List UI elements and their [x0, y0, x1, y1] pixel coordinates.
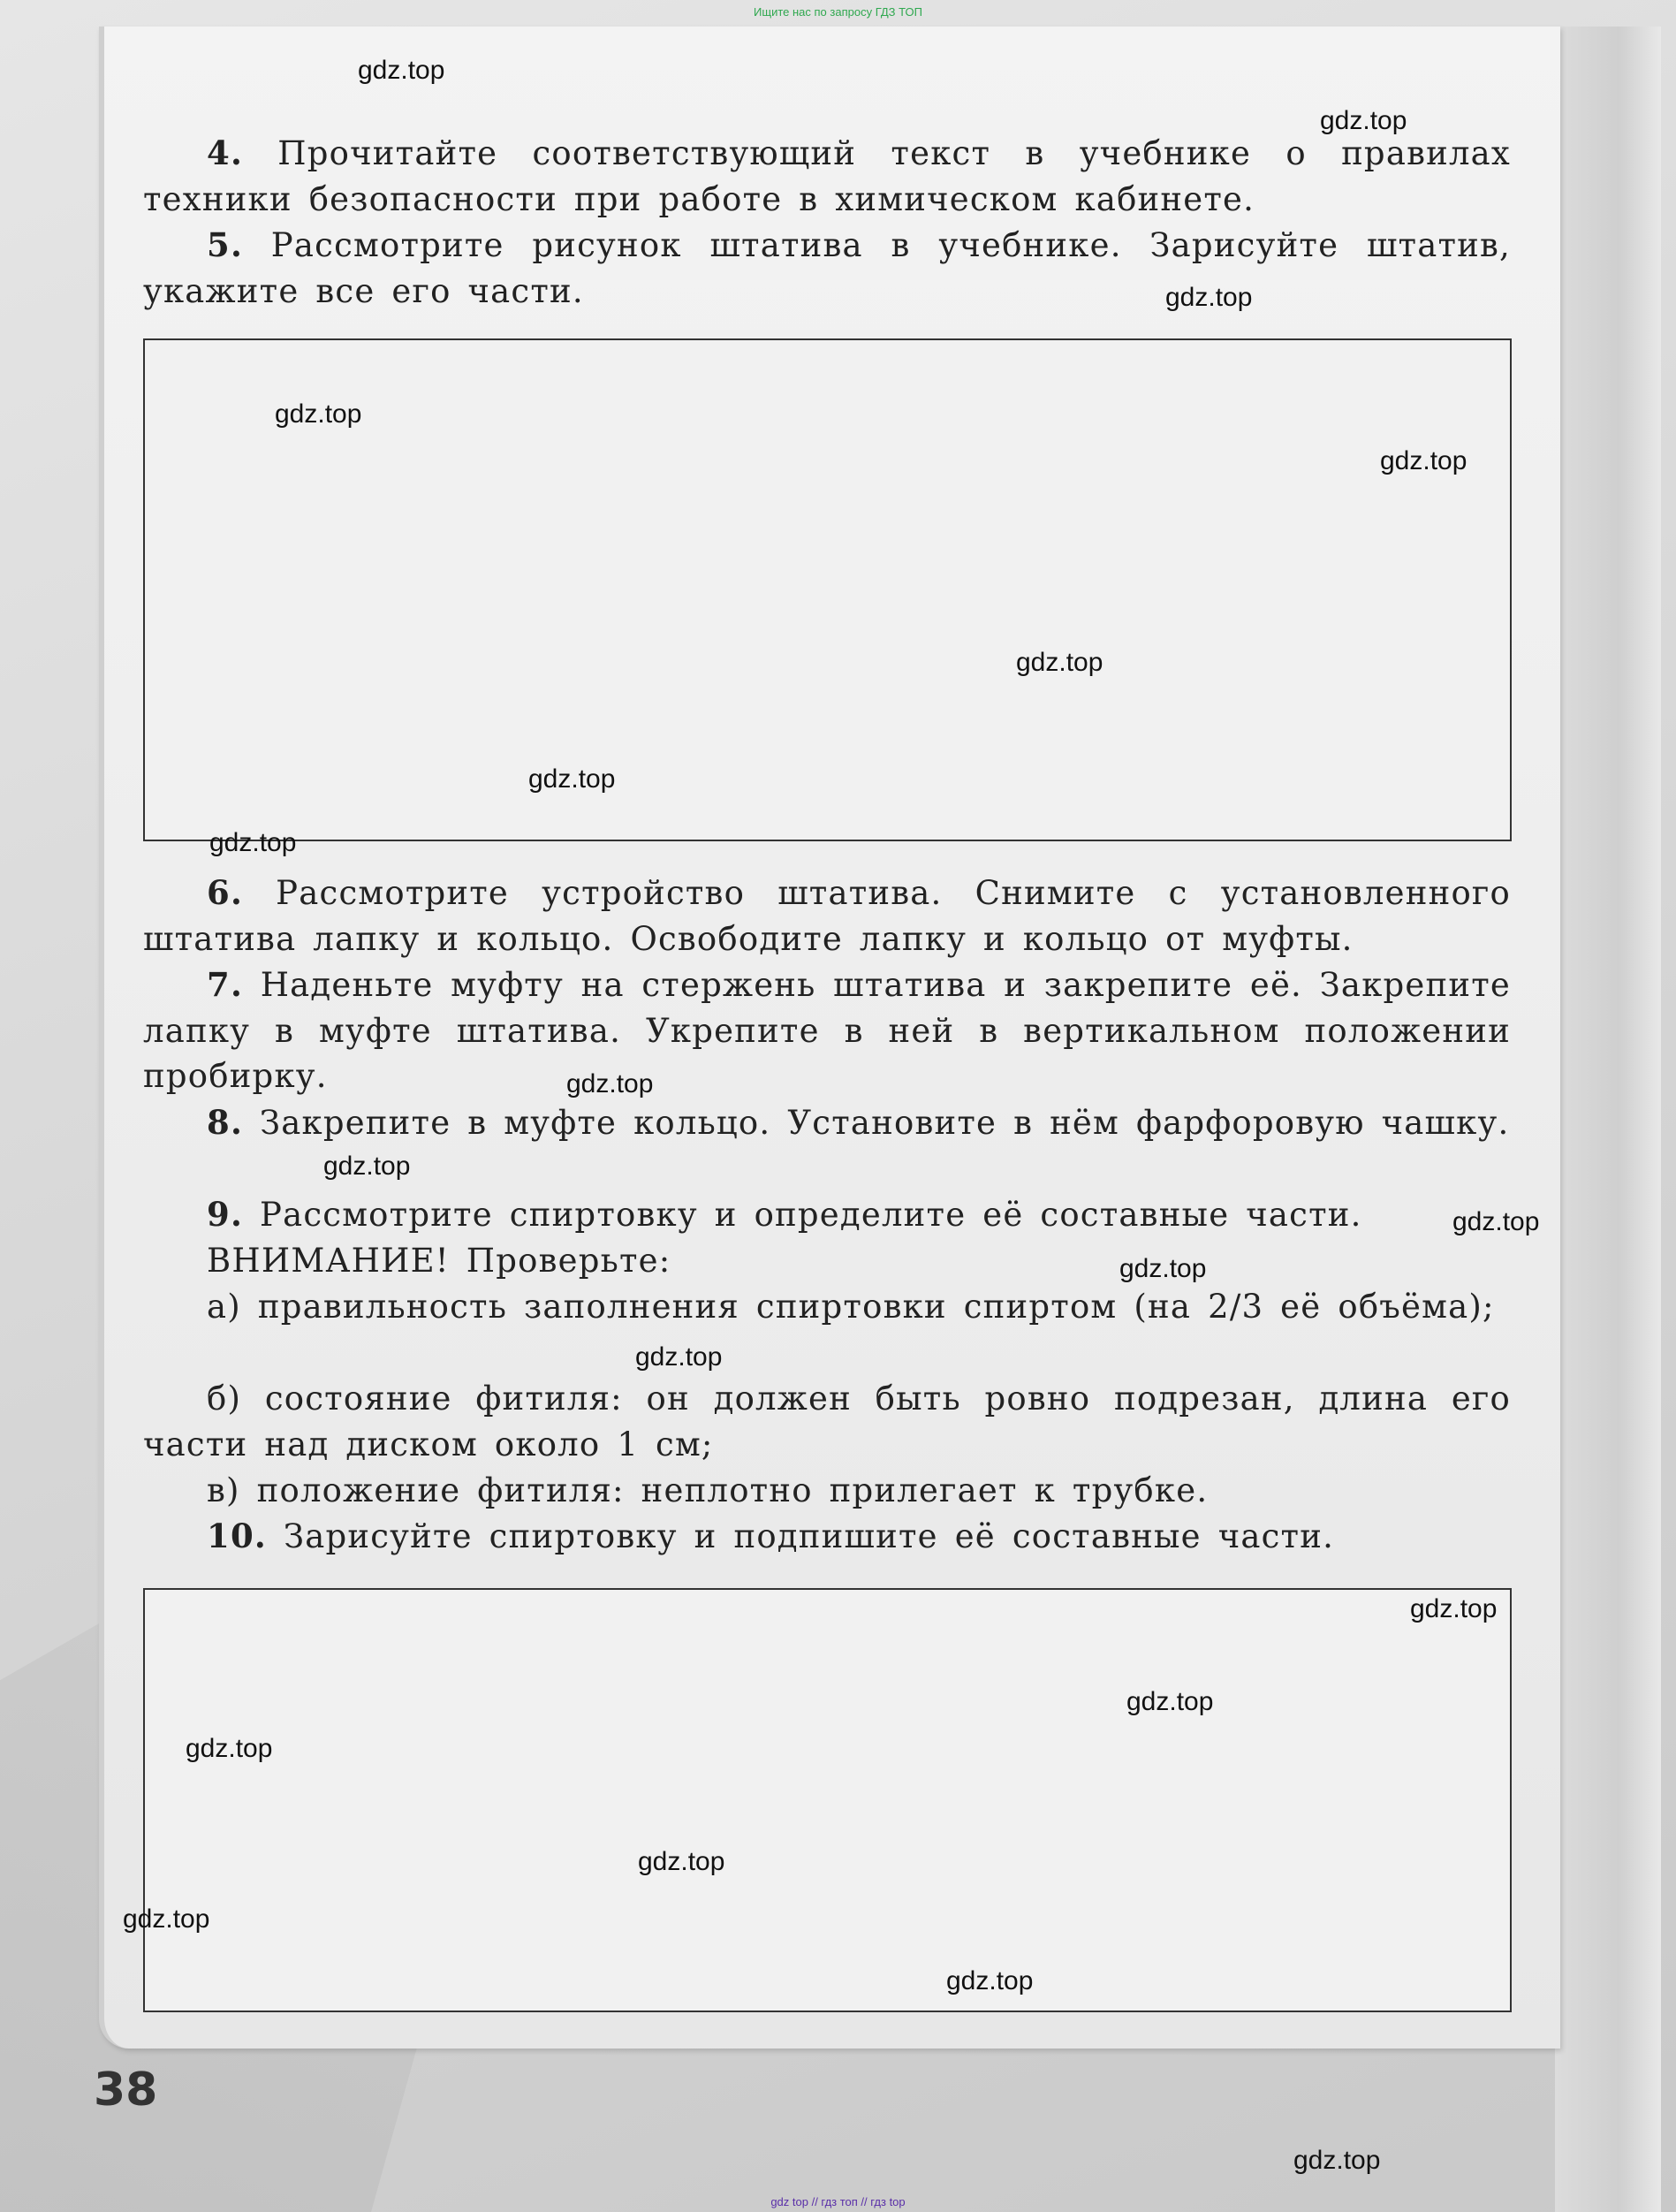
task-number: 9. [207, 1195, 244, 1234]
attention-item-a: а) правильность заполнения спиртовки спиртом (на 2/3 её объёма); [207, 1288, 1495, 1326]
page-number: 38 [94, 2064, 158, 2117]
watermark: gdz.top [1410, 1594, 1498, 1623]
watermark: gdz.top [275, 399, 362, 429]
task-6 [143, 870, 1511, 962]
watermark: gdz.top [358, 56, 445, 85]
attention-heading: ВНИМАНИЕ! Проверьте: [207, 1242, 671, 1280]
top-banner[interactable]: Ищите нас по запросу ГДЗ ТОП [754, 5, 922, 19]
watermark: gdz.top [1119, 1254, 1207, 1283]
task-8 [143, 1100, 1511, 1146]
watermark: gdz.top [946, 1966, 1034, 1995]
page-edge [1555, 27, 1661, 2212]
drawing-box-spirit-lamp[interactable] [143, 1588, 1512, 2012]
task-number: 6. [207, 873, 244, 912]
task-number: 7. [207, 965, 244, 1004]
task-text: Прочитайте соответствующий текст в учебнике о правилах техники безопасности при работе в химическом кабинете. [143, 134, 1511, 218]
watermark: gdz.top [323, 1152, 411, 1181]
watermark: gdz.top [1293, 2146, 1381, 2175]
task-5 [143, 223, 1511, 314]
watermark: gdz.top [186, 1734, 273, 1763]
watermark: gdz.top [123, 1904, 210, 1934]
watermark: gdz.top [638, 1847, 725, 1876]
watermark: gdz.top [1452, 1207, 1540, 1236]
task-number: 10. [207, 1516, 267, 1555]
task-10 [143, 1514, 1511, 1560]
attention-item-b: б) состояние фитиля: он должен быть ровно подрезан, длина его части над диском около 1 см; [143, 1380, 1511, 1463]
task-number: 8. [207, 1103, 244, 1142]
task-text: Рассмотрите устройство штатива. Снимите с установленного штатива лапку и кольцо. Освободите лапку и кольцо от муфты. [143, 874, 1511, 958]
watermark: gdz.top [1380, 446, 1467, 475]
watermark: gdz.top [1320, 106, 1407, 135]
task-9 [143, 1192, 1511, 1238]
attention-item-c: в) положение фитиля: неплотно прилегает к трубке. [207, 1471, 1209, 1509]
task-text: Закрепите в муфте кольцо. Установите в нём фарфоровую чашку. [243, 1104, 1510, 1142]
task-text: Зарисуйте спиртовку и подпишите её составные части. [266, 1517, 1335, 1555]
bottom-banner[interactable]: gdz top // гдз топ // гдз top [770, 2195, 906, 2208]
task-text: Рассмотрите рисунок штатива в учебнике. Зарисуйте штатив, укажите все его части. [143, 226, 1511, 310]
task-number: 5. [207, 225, 244, 264]
watermark: gdz.top [209, 828, 297, 857]
watermark: gdz.top [1165, 283, 1253, 312]
watermark: gdz.top [1126, 1687, 1214, 1716]
watermark: gdz.top [566, 1069, 654, 1098]
watermark: gdz.top [528, 764, 616, 794]
watermark: gdz.top [635, 1342, 723, 1372]
task-7 [143, 962, 1511, 1099]
watermark: gdz.top [1016, 648, 1103, 677]
task-4 [143, 131, 1511, 222]
task-text: Рассмотрите спиртовку и определите её составные части. [243, 1196, 1362, 1234]
task-number: 4. [207, 133, 244, 172]
task-text: Наденьте муфту на стержень штатива и закрепите её. Закрепите лапку в муфте штатива. Укрепите в ней в вертикальном положении пробирку. [143, 966, 1511, 1095]
